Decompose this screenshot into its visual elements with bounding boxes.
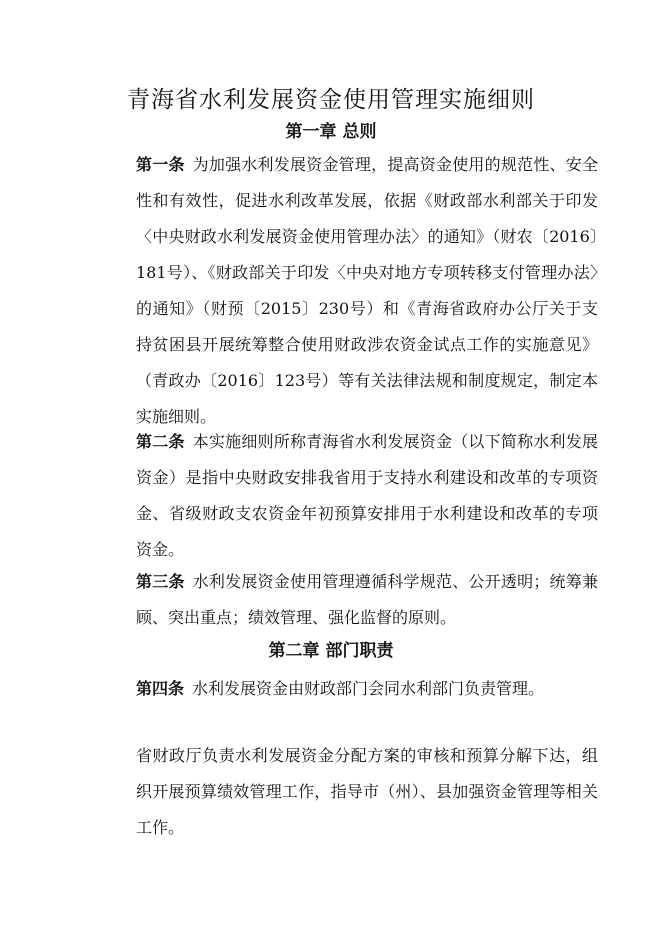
article-4-text: 水利发展资金由财政部门会同水利部门负责管理。: [192, 679, 545, 698]
article-2: [100, 424, 598, 568]
article-3: [100, 564, 598, 636]
article-4: [100, 671, 598, 707]
article-1: [100, 147, 598, 435]
article-1-label: 第一条: [136, 155, 185, 174]
article-1-text: 为加强水利发展资金管理，提高资金使用的规范性、安全性和有效性，促进水利改革发展，依据《财政部水利部关于印发〈中央财政水利发展资金使用管理办法〉的通知》（财农〔2016〕181号）、《财政部关于印发〈中央对地方专项转移支付管理办法〉的通知》（财预〔2015〕230号）和《青海省政府办公厅关于支持贫困县开展统筹整合使用财政涉农资金试点工作的实施意见》（青政办〔2016〕123号）等有关法律法规和制度规定，制定本实施细则。: [136, 155, 598, 426]
article-2-text: 本实施细则所称青海省水利发展资金（以下简称水利发展资金）是指中央财政安排我省用于支持水利建设和改革的专项资金、省级财政支农资金年初预算安排用于水利建设和改革的专项资金。: [136, 432, 598, 559]
article-4-label: 第四条: [136, 679, 185, 698]
article-2-label: 第二条: [136, 432, 185, 451]
article-3-text: 水利发展资金使用管理遵循科学规范、公开透明；统筹兼顾、突出重点；绩效管理、强化监督的原则。: [136, 572, 598, 627]
article-3-label: 第三条: [136, 572, 185, 591]
article-4-paragraph-2: 省财政厅负责水利发展资金分配方案的审核和预算分解下达，组织开展预算绩效管理工作，指导市（州）、县加强资金管理等相关工作。: [136, 746, 598, 837]
chapter-2-heading: 第二章 部门职责: [268, 641, 394, 661]
document-title: 青海省水利发展资金使用管理实施细则: [127, 87, 535, 113]
chapter-1-heading: 第一章 总则: [285, 122, 377, 142]
